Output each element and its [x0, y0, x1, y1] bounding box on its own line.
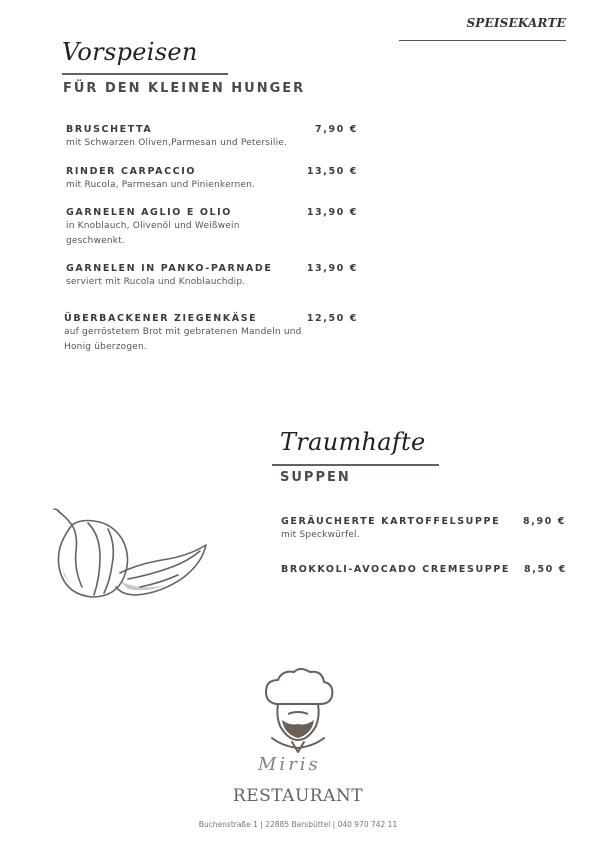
soups-subtitle: SUPPEN	[280, 470, 351, 485]
item-desc: in Knoblauch, Olivenöl und Weißwein geschwenkt.	[66, 221, 240, 246]
item-name: BROKKOLI-AVOCADO CREMESUPPE	[281, 564, 510, 575]
item-price: 13,90 €	[306, 207, 358, 218]
header-rule	[399, 40, 566, 41]
item-name: GARNELEN IN PANKO-PARNADE	[66, 263, 273, 274]
header-label: SPEISEKARTE	[466, 16, 566, 30]
item-price: 12,50 €	[306, 313, 358, 324]
starters-title: Vorspeisen	[62, 38, 198, 66]
footer-script-name: Miris	[258, 754, 321, 775]
item-desc: auf gerröstetem Brot mit gebratenen Mandeln und Honig überzogen.	[64, 327, 302, 352]
item-desc: mit Schwarzen Oliven,Parmesan und Petersilie.	[66, 138, 288, 148]
footer-restaurant-name: RESTAURANT	[232, 786, 364, 806]
menu-item	[66, 263, 358, 290]
soups-title-rule	[272, 464, 439, 466]
item-desc: serviert mit Rucola und Knoblauchdip.	[66, 277, 246, 287]
starters-title-rule	[62, 73, 228, 75]
item-price: 7,90 €	[315, 124, 358, 135]
item-desc: mit Rucola, Parmesan und Pinienkernen.	[66, 180, 256, 190]
menu-item	[66, 124, 358, 151]
menu-item	[64, 313, 358, 355]
item-price: 13,90 €	[306, 263, 358, 274]
menu-item	[281, 564, 567, 575]
item-name: GERÄUCHERTE KARTOFFELSUPPE	[281, 516, 501, 527]
item-desc: mit Speckwürfel.	[281, 530, 360, 540]
chef-logo-icon	[262, 668, 336, 758]
item-name: RINDER CARPACCIO	[66, 166, 197, 177]
item-price: 8,50 €	[524, 564, 567, 575]
soups-title: Traumhafte	[280, 428, 426, 456]
item-name: GARNELEN AGLIO E OLIO	[66, 207, 232, 218]
starters-subtitle: FÜR DEN KLEINEN HUNGER	[63, 81, 306, 96]
item-name: BRUSCHETTA	[66, 124, 153, 135]
menu-item	[66, 166, 358, 193]
item-name: ÜBERBACKENER ZIEGENKÄSE	[64, 313, 258, 324]
item-price: 13,50 €	[306, 166, 358, 177]
footer-address: Buchenstraße 1 | 22885 Barsbüttel | 040 970 742 11	[198, 820, 398, 829]
item-price: 8,90 €	[523, 516, 566, 527]
garlic-illustration	[50, 505, 212, 609]
menu-item	[66, 207, 358, 249]
menu-item	[281, 516, 566, 543]
